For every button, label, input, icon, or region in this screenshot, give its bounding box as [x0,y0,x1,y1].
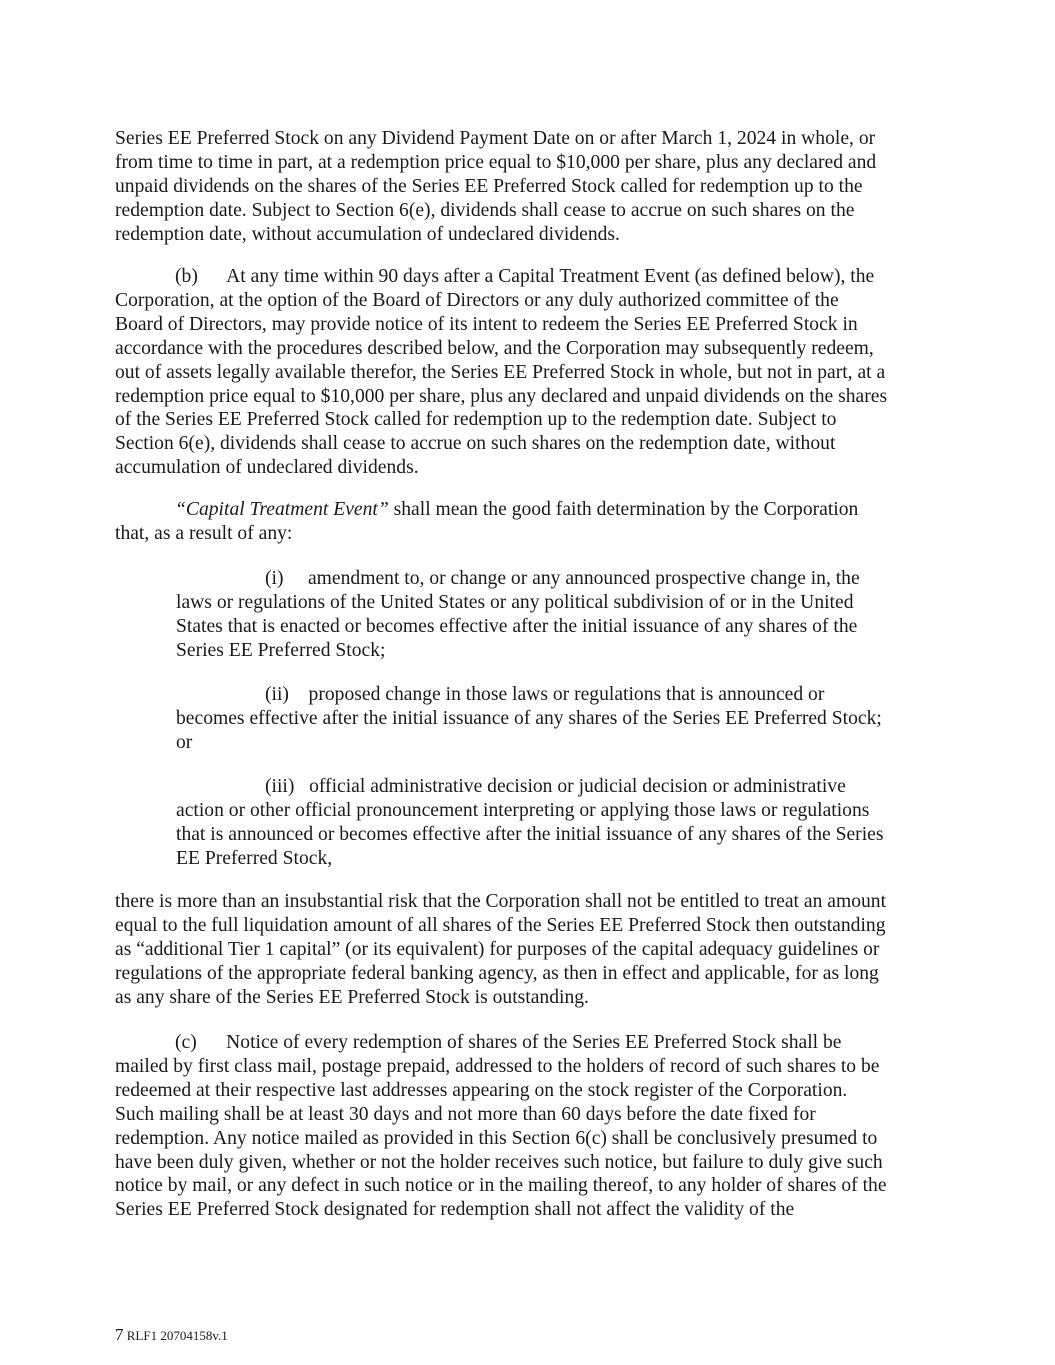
paragraph-b [115,265,930,480]
item-ii [176,683,930,755]
text-line: that, as a result of any: [115,522,293,544]
text-line: laws or regulations of the United States or any political subdivision of or in the United [176,591,854,613]
text-line: unpaid dividends on the shares of the Series EE Preferred Stock called for redemption up to the [115,175,863,197]
document-id: RLF1 20704158v.1 [123,1328,228,1343]
text-line: out of assets legally available therefor, the Series EE Preferred Stock in whole, but not in part, at a [115,361,886,383]
text-line: accordance with the procedures described below, and the Corporation may subsequently redeem, [115,337,874,359]
text-line: (c) Notice of every redemption of shares of the Series EE Preferred Stock shall be [175,1032,842,1053]
text-line: redemption date, without accumulation of undeclared dividends. [115,223,620,245]
text-line: becomes effective after the initial issuance of any shares of the Series EE Preferred Stock; [176,707,882,729]
text-line: of the Series EE Preferred Stock called for redemption up to the redemption date. Subject to [115,409,837,431]
risk-paragraph [115,890,930,1010]
text-line: regulations of the appropriate federal banking agency, as then in effect and applicable, for as long [115,962,879,984]
item-i [176,567,930,663]
definition-text: shall mean the good faith determination by the Corporation [388,499,859,520]
text-line: mailed by first class mail, postage prepaid, addressed to the holders of record of such shares to be [115,1055,880,1077]
text-line: Series EE Preferred Stock designated for redemption shall not affect the validity of the [115,1199,795,1221]
text-line: States that is enacted or becomes effective after the initial issuance of any shares of the [176,615,858,637]
text-line: Corporation, at the option of the Board of Directors or any duly authorized committee of the [115,289,839,311]
text-line: or [176,731,193,753]
defined-term: “Capital Treatment Event” [175,499,389,520]
text-line: as any share of the Series EE Preferred Stock is outstanding. [115,986,589,1008]
text-line: have been duly given, whether or not the holder receives such notice, but failure to duly give such [115,1151,883,1173]
text-line: (ii) proposed change in those laws or regulations that is announced or [265,684,825,705]
paragraph-a-continuation [115,127,930,247]
text-line: (iii) official administrative decision or judicial decision or administrative [265,776,846,797]
item-iii [176,775,930,871]
page-footer [115,1327,228,1344]
text-line: Series EE Preferred Stock; [176,639,386,661]
text-line: there is more than an insubstantial risk that the Corporation shall not be entitled to treat an amount [115,891,887,912]
text-line: Board of Directors, may provide notice of its intent to redeem the Series EE Preferred Stock in [115,313,858,335]
text-line: as “additional Tier 1 capital” (or its equivalent) for purposes of the capital adequacy guidelines or [115,938,880,960]
text-line: that is announced or becomes effective after the initial issuance of any shares of the Series [176,823,884,845]
text-line: (b) At any time within 90 days after a Capital Treatment Event (as defined below), the [175,266,875,287]
definition-paragraph [115,498,930,546]
text-line: notice by mail, or any defect in such notice or in the mailing thereof, to any holder of shares of the [115,1175,887,1197]
text-line: accumulation of undeclared dividends. [115,457,419,479]
text-line: Section 6(e), dividends shall cease to accrue on such shares on the redemption date, without [115,433,836,455]
text-line: (i) amendment to, or change or any announced prospective change in, the [265,568,860,589]
text-line: from time to time in part, at a redemption price equal to $10,000 per share, plus any declared and [115,151,877,173]
page-number: 7 [115,1325,124,1344]
text-line: redemption. Any notice mailed as provided in this Section 6(c) shall be conclusively presumed to [115,1127,878,1149]
text-line: action or other official pronouncement interpreting or applying those laws or regulations [176,799,870,821]
text-line: redemption date. Subject to Section 6(e), dividends shall cease to accrue on such shares on the [115,199,855,221]
text-line: redemption price equal to $10,000 per share, plus any declared and unpaid dividends on the shares [115,385,888,407]
text-line: Such mailing shall be at least 30 days and not more than 60 days before the date fixed for [115,1103,816,1125]
text-line: equal to the full liquidation amount of all shares of the Series EE Preferred Stock then outstanding [115,914,886,936]
text-line: redeemed at their respective last addresses appearing on the stock register of the Corporation. [115,1079,848,1101]
definition-line [115,498,930,522]
text-line: Series EE Preferred Stock on any Dividend Payment Date on or after March 1, 2024 in whole, or [115,128,876,149]
paragraph-c [115,1031,930,1222]
text-line: EE Preferred Stock, [176,847,333,869]
